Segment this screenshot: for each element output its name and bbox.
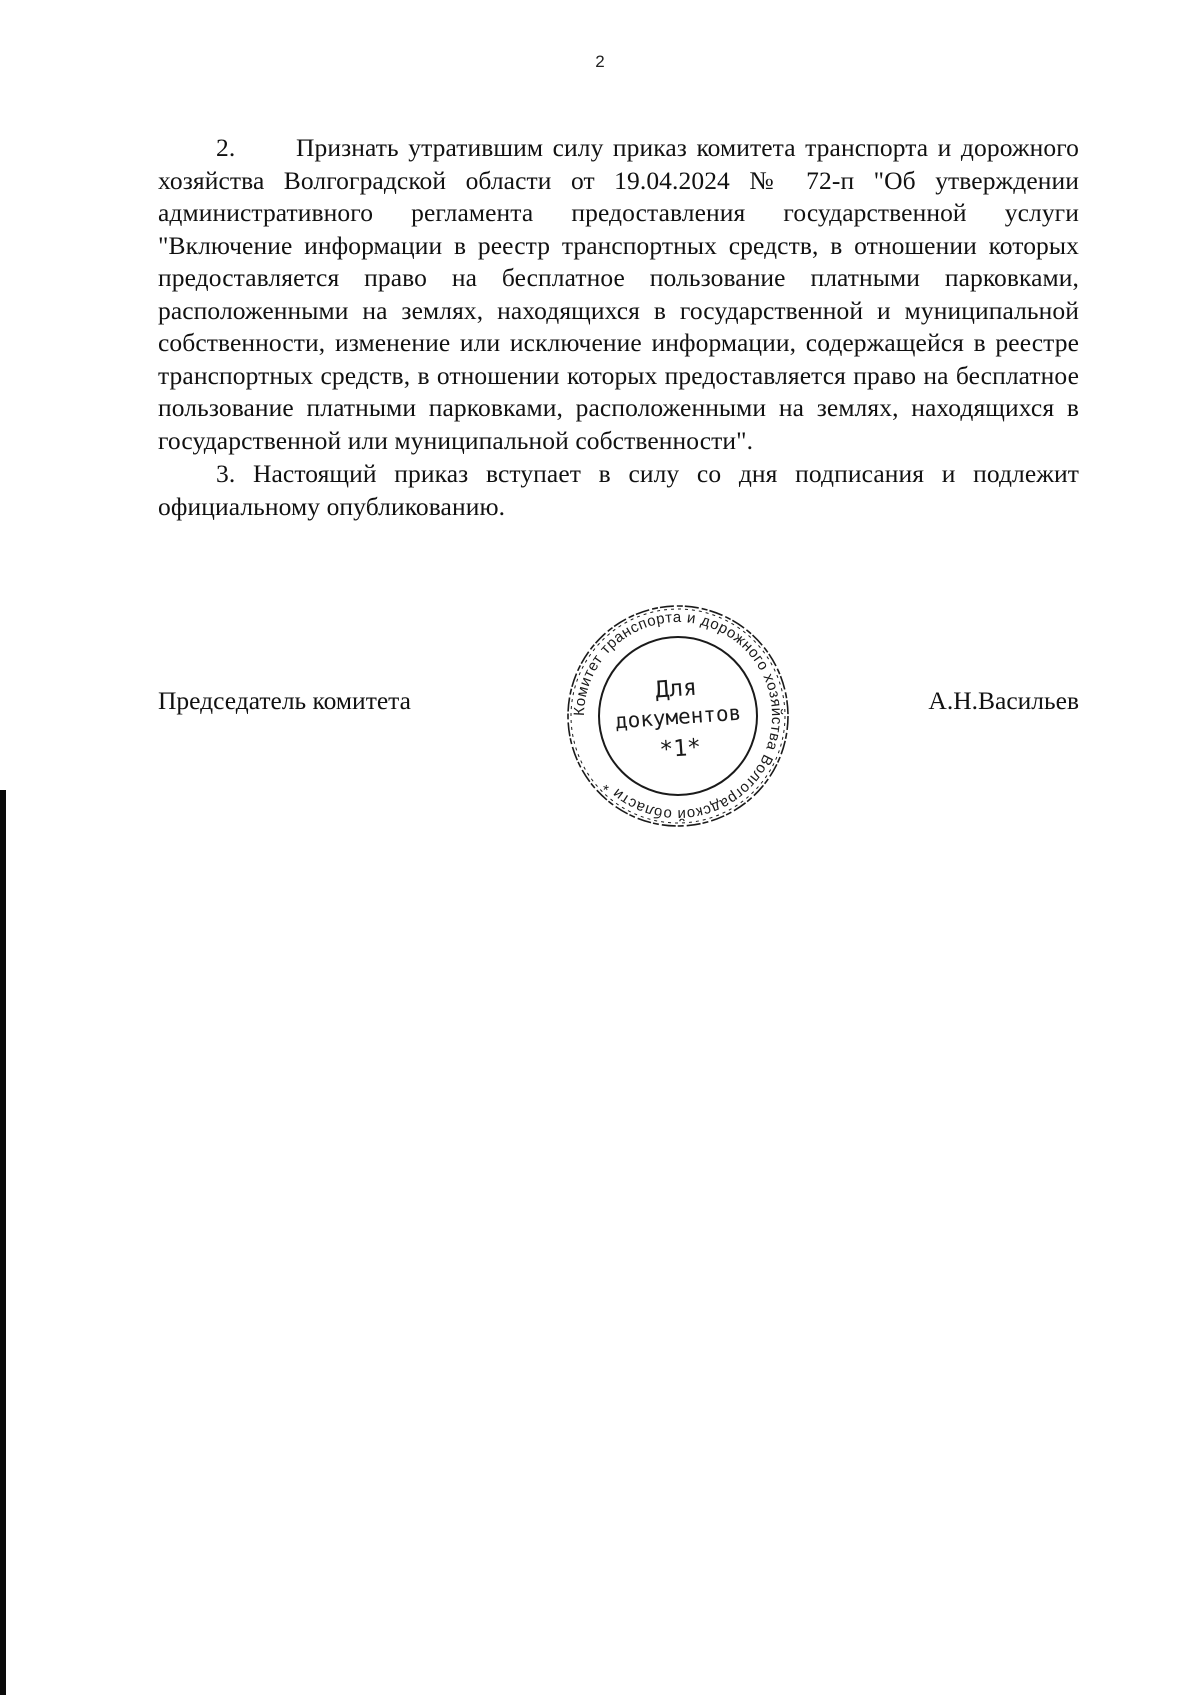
paragraph-2 (158, 132, 1079, 457)
paragraph-number: 2. (216, 133, 236, 162)
signatory-position: Председатель комитета (158, 686, 411, 715)
scan-edge-shadow (0, 790, 6, 1695)
paragraph-3: 3. Настоящий приказ вступает в силу со дня подписания и подлежит официальному опубликованию. (158, 459, 1079, 521)
seal-outer-text: Комитет транспорта и дорожного хозяйства Волгоградской области * (570, 608, 786, 824)
official-seal-stamp (562, 600, 794, 832)
seal-line-2: документов (614, 700, 742, 734)
page-number: 2 (595, 52, 605, 71)
paragraph-text: Признать утратившим силу приказ комитета транспорта и дорожного хозяйства Волгоградской области от 19.04.2024 № 72-п "Об утверждении административного регламента предоставления государственной услуги "Включение информации в реестр транспортных средств, в отношении которых предоставляется право на бесплатное пользование платными парковками, расположенными на землях, находящихся в государственной и муниципальной собственности, изменение или исключение информации, содержащейся в реестре транспортных средств, в отношении которых предоставляется право на бесплатное пользование платными парковками, расположенными на землях, находящихся в государственной или муниципальной собственности". (158, 133, 1079, 455)
document-body (158, 132, 1079, 523)
seal-line-1: Для (654, 674, 698, 704)
signatory-name: А.Н.Васильев (928, 686, 1079, 715)
seal-line-3: *1* (658, 734, 702, 764)
